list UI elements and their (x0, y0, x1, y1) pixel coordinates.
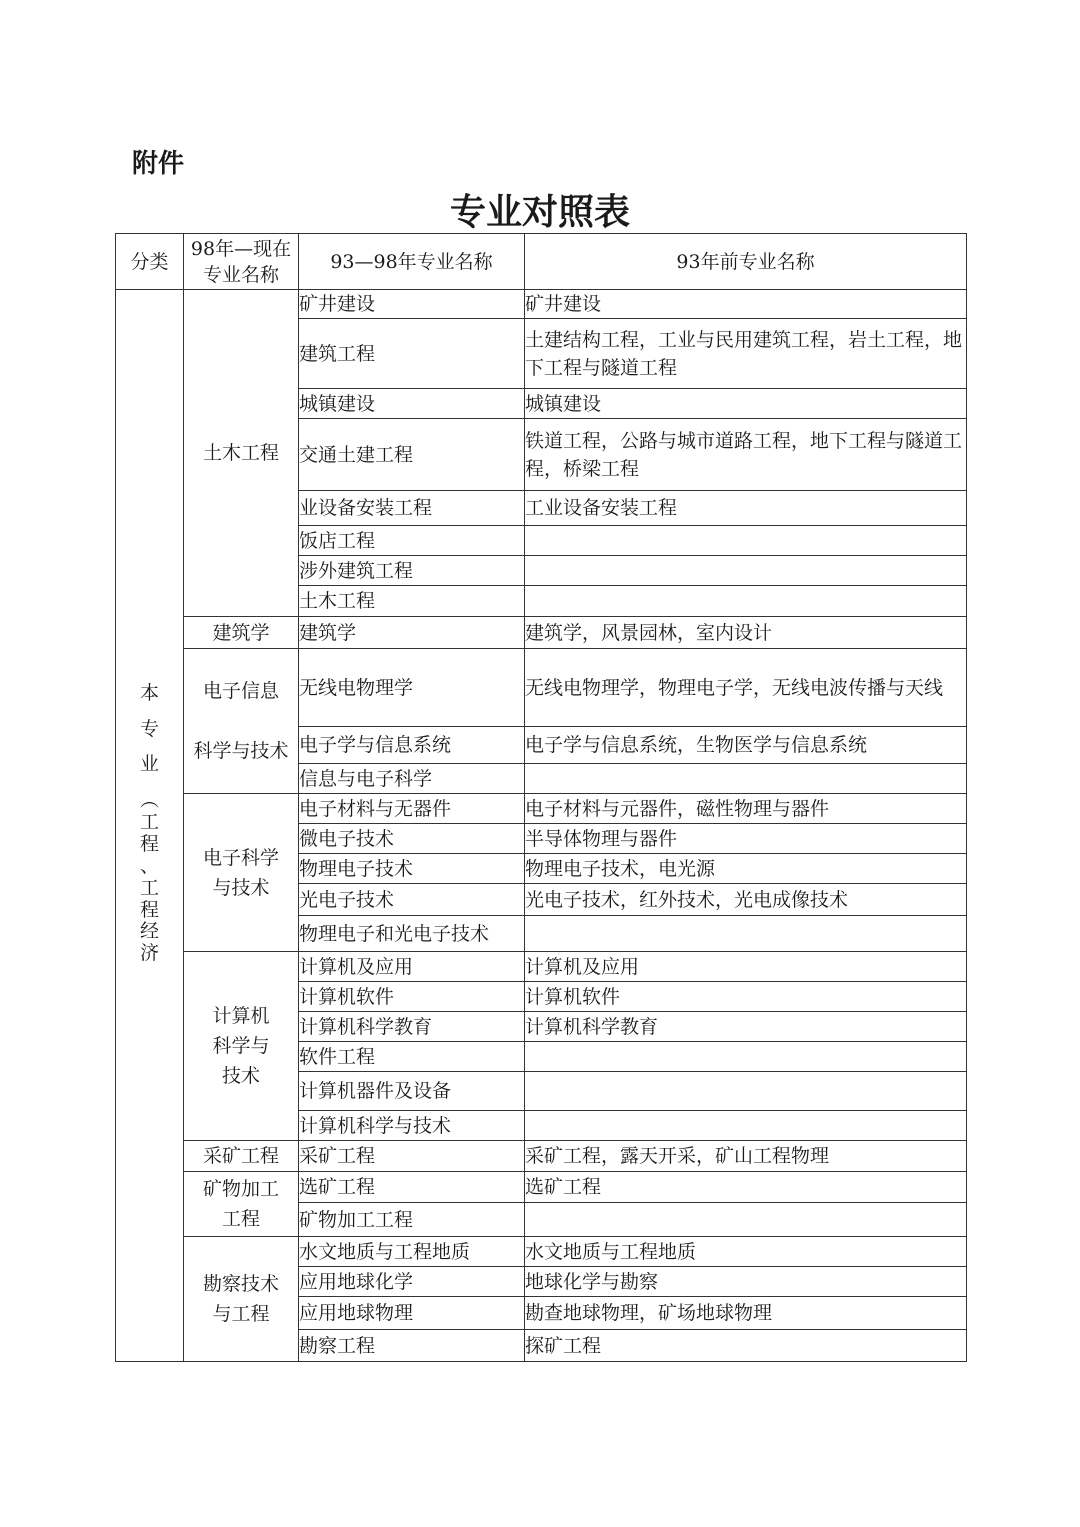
major-pre93: 选矿工程 (525, 1172, 967, 1203)
major-93-98: 土木工程 (299, 586, 525, 617)
major-93-98: 无线电物理学 (299, 649, 525, 727)
major-93-98: 涉外建筑工程 (299, 556, 525, 586)
major-93-98: 物理电子和光电子技术 (299, 916, 525, 952)
major-93-98: 微电子技术 (299, 824, 525, 854)
major-mapping-table (115, 233, 967, 1362)
table-row (116, 1141, 967, 1172)
major-93-98: 建筑工程 (299, 319, 525, 389)
table-row (116, 617, 967, 649)
major-93-98: 计算机科学与技术 (299, 1111, 525, 1141)
major-93-98: 应用地球物理 (299, 1297, 525, 1330)
major-93-98: 计算机软件 (299, 982, 525, 1012)
major-pre93 (525, 1072, 967, 1111)
current-major-cell: 勘察技术 与工程 (184, 1237, 299, 1362)
major-pre93 (525, 1203, 967, 1237)
major-pre93 (525, 916, 967, 952)
major-93-98: 光电子技术 (299, 884, 525, 916)
major-pre93 (525, 526, 967, 556)
table-row (116, 794, 967, 824)
major-93-98: 物理电子技术 (299, 854, 525, 884)
major-93-98: 矿物加工工程 (299, 1203, 525, 1237)
major-93-98: 信息与电子科学 (299, 764, 525, 794)
major-pre93: 光电子技术，红外技术，光电成像技术 (525, 884, 967, 916)
major-pre93 (525, 1042, 967, 1072)
major-93-98: 勘察工程 (299, 1330, 525, 1362)
major-pre93: 物理电子技术，电光源 (525, 854, 967, 884)
header-pre93-major: 93年前专业名称 (525, 234, 967, 290)
table-row (116, 290, 967, 319)
major-pre93: 水文地质与工程地质 (525, 1237, 967, 1267)
major-pre93: 城镇建设 (525, 389, 967, 419)
major-93-98: 建筑学 (299, 617, 525, 649)
major-pre93: 电子材料与元器件，磁性物理与器件 (525, 794, 967, 824)
major-93-98: 计算机及应用 (299, 952, 525, 982)
current-major-cell: 土木工程 (184, 290, 299, 617)
current-major-cell: 电子科学 与技术 (184, 794, 299, 952)
major-pre93: 半导体物理与器件 (525, 824, 967, 854)
table-row (116, 1172, 967, 1203)
table-header-row (116, 234, 967, 290)
major-pre93: 计算机科学教育 (525, 1012, 967, 1042)
major-pre93: 无线电物理学，物理电子学，无线电波传播与天线 (525, 649, 967, 727)
page-title: 专业对照表 (449, 192, 630, 233)
current-major-cell: 计算机 科学与 技术 (184, 952, 299, 1141)
major-pre93 (525, 764, 967, 794)
major-93-98: 软件工程 (299, 1042, 525, 1072)
major-93-98: 计算机科学教育 (299, 1012, 525, 1042)
major-pre93: 计算机软件 (525, 982, 967, 1012)
major-pre93: 电子学与信息系统，生物医学与信息系统 (525, 727, 967, 764)
major-93-98: 饭店工程 (299, 526, 525, 556)
major-93-98: 计算机器件及设备 (299, 1072, 525, 1111)
category-cell: 本 专 业 ︵ 工 程 、 工 程 经 济 (116, 290, 184, 1362)
major-pre93: 探矿工程 (525, 1330, 967, 1362)
table-row (116, 952, 967, 982)
major-93-98: 电子材料与无器件 (299, 794, 525, 824)
major-93-98: 业设备安装工程 (299, 491, 525, 526)
major-pre93: 铁道工程，公路与城市道路工程，地下工程与隧道工程，桥梁工程 (525, 419, 967, 491)
current-major-cell: 采矿工程 (184, 1141, 299, 1172)
table-row (116, 1237, 967, 1267)
major-pre93: 计算机及应用 (525, 952, 967, 982)
major-pre93 (525, 586, 967, 617)
attachment-label: 附件 (132, 149, 185, 179)
current-major-cell: 建筑学 (184, 617, 299, 649)
current-major-cell: 电子信息 科学与技术 (184, 649, 299, 794)
header-current-major: 98年—现在 专业名称 (184, 234, 299, 290)
major-pre93 (525, 1111, 967, 1141)
major-93-98: 城镇建设 (299, 389, 525, 419)
major-pre93: 地球化学与勘察 (525, 1267, 967, 1297)
major-pre93: 矿井建设 (525, 290, 967, 319)
current-major-cell: 矿物加工 工程 (184, 1172, 299, 1237)
major-pre93: 采矿工程，露天开采，矿山工程物理 (525, 1141, 967, 1172)
major-pre93: 勘查地球物理，矿场地球物理 (525, 1297, 967, 1330)
major-93-98: 应用地球化学 (299, 1267, 525, 1297)
major-93-98: 电子学与信息系统 (299, 727, 525, 764)
major-93-98: 采矿工程 (299, 1141, 525, 1172)
major-93-98: 交通土建工程 (299, 419, 525, 491)
major-pre93: 建筑学，风景园林，室内设计 (525, 617, 967, 649)
header-93-98-major: 93—98年专业名称 (299, 234, 525, 290)
table-row (116, 649, 967, 727)
major-pre93 (525, 556, 967, 586)
major-pre93: 工业设备安装工程 (525, 491, 967, 526)
major-93-98: 选矿工程 (299, 1172, 525, 1203)
major-93-98: 水文地质与工程地质 (299, 1237, 525, 1267)
header-category: 分类 (116, 234, 184, 290)
major-pre93: 土建结构工程，工业与民用建筑工程，岩土工程，地下工程与隧道工程 (525, 319, 967, 389)
major-93-98: 矿井建设 (299, 290, 525, 319)
